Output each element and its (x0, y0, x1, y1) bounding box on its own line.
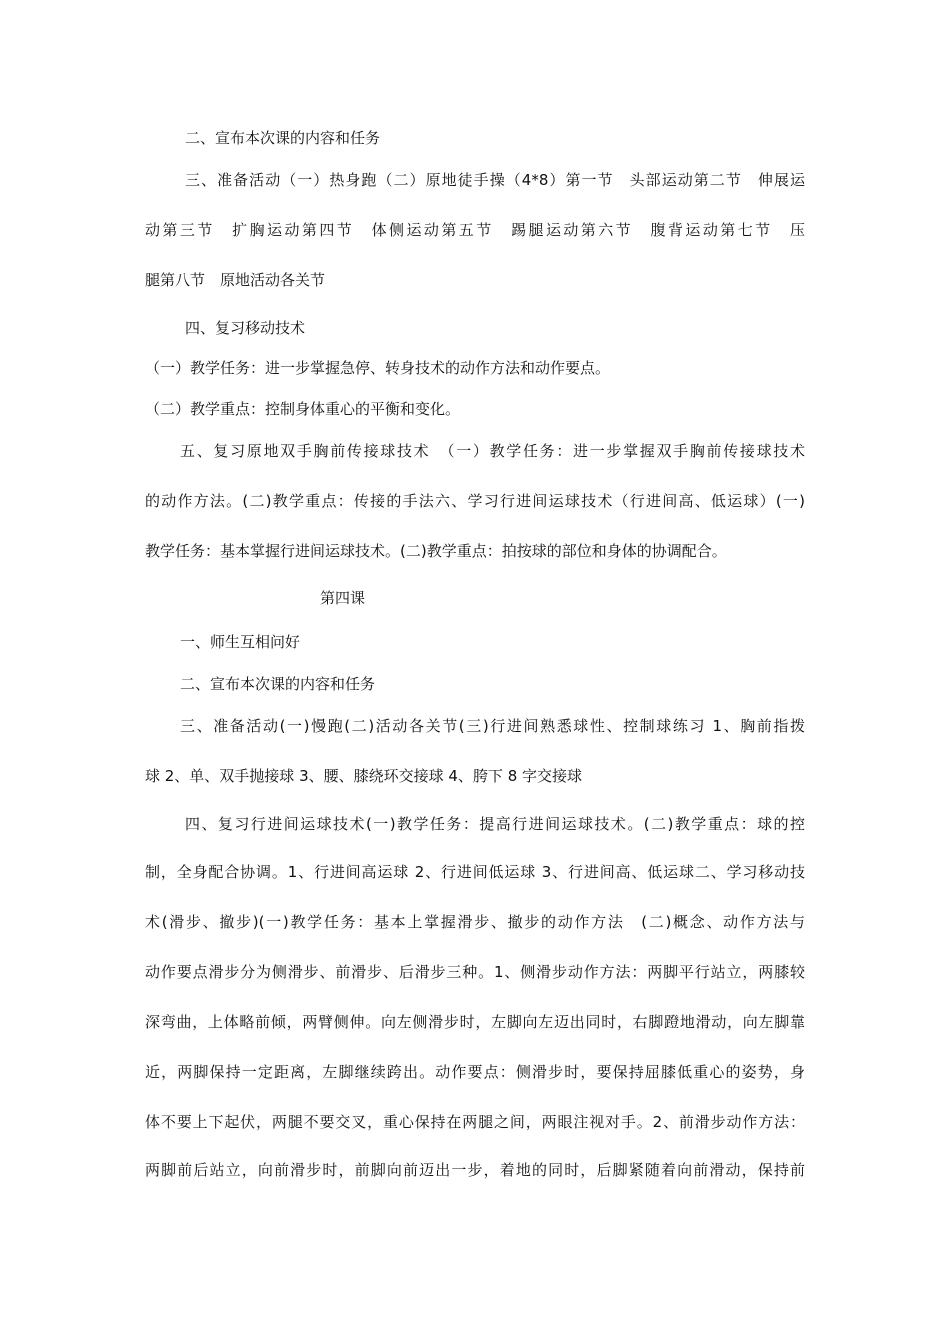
text-line: 教学任务：基本掌握行进间运球技术。(二)教学重点：拍按球的部位和身体的协调配合。 (145, 542, 727, 560)
text-line: （一）教学任务：进一步掌握急停、转身技术的动作方法和动作要点。 (145, 359, 611, 377)
text-line: 五、复习原地双手胸前传接球技术 （一）教学任务：进一步掌握双手胸前传接球技术 (180, 442, 805, 460)
text-line: 三、准备活动(一)慢跑(二)活动各关节(三)行进间熟悉球性、控制球练习 1、胸前指拨 (180, 717, 805, 735)
text-line: 动作要点滑步分为侧滑步、前滑步、后滑步三种。1、侧滑步动作方法：两脚平行站立，两膝较 (145, 963, 805, 981)
text-line: 深弯曲，上体略前倾，两臂侧伸。向左侧滑步时，左脚向左迈出同时，右脚蹬地滑动，向左脚靠 (145, 1013, 805, 1031)
text-line: （二）教学重点：控制身体重心的平衡和变化。 (145, 400, 461, 418)
text-line: 一、师生互相问好 (180, 633, 301, 651)
section-heading: 四、复习移动技术 (185, 319, 306, 337)
text-line: 腿第八节 原地活动各关节 (145, 271, 326, 289)
text-line: 二、宣布本次课的内容和任务 (180, 675, 376, 693)
text-line: 三、准备活动（一）热身跑（二）原地徒手操（4*8）第一节 头部运动第二节 伸展运 (185, 171, 805, 189)
text-line: 的动作方法。(二)教学重点：传接的手法六、学习行进间运球技术（行进间高、低运球）(一) (145, 492, 805, 510)
text-line: 制，全身配合协调。1、行进间高运球 2、行进间低运球 3、行进间高、低运球二、学习移动技 (145, 863, 805, 881)
text-line: 近，两脚保持一定距离，左脚继续跨出。动作要点：侧滑步时，要保持屈膝低重心的姿势，身 (145, 1063, 805, 1081)
text-line: 动第三节 扩胸运动第四节 体侧运动第五节 踢腿运动第六节 腹背运动第七节 压 (145, 221, 805, 239)
text-line: 体不要上下起伏，两腿不要交叉，重心保持在两腿之间，两眼注视对手。2、前滑步动作方法： (145, 1113, 805, 1131)
text-line: 术(滑步、撤步)(一)教学任务：基本上掌握滑步、撤步的动作方法 (二)概念、动作方法与 (145, 913, 805, 931)
text-line: 二、宣布本次课的内容和任务 (185, 129, 381, 147)
text-line: 四、复习行进间运球技术(一)教学任务：提高行进间运球技术。(二)教学重点：球的控 (185, 815, 805, 833)
text-line: 球 2、单、双手抛接球 3、腰、膝绕环交接球 4、胯下 8 字交接球 (145, 767, 583, 785)
lesson-title: 第四课 (320, 589, 366, 607)
text-line: 两脚前后站立，向前滑步时，前脚向前迈出一步，着地的同时，后脚紧随着向前滑动，保持前 (145, 1161, 805, 1179)
